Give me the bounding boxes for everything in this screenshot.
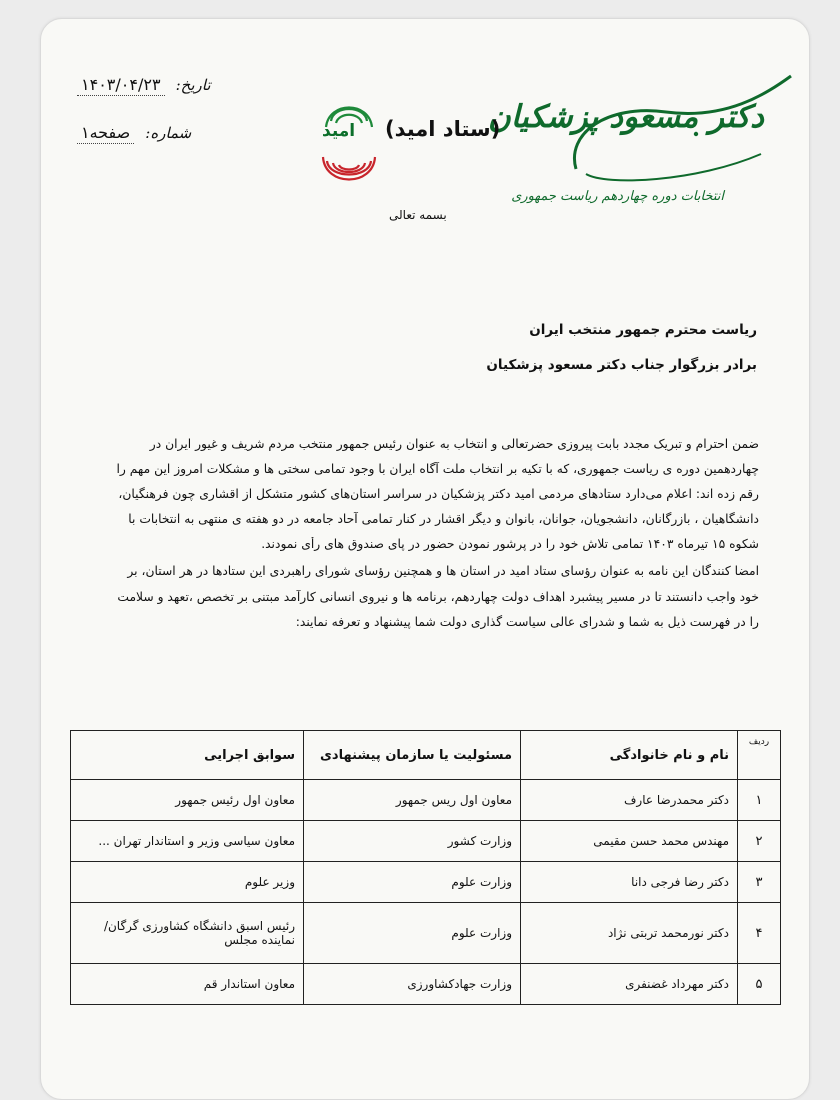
date-label: تاریخ:: [175, 76, 211, 94]
row-name: دکتر رضا فرجی دانا: [521, 862, 738, 903]
row-name: دکتر نورمحمد تربتی نژاد: [521, 903, 738, 964]
table-row: [71, 903, 781, 964]
row-record: معاون اول رئیس جمهور: [71, 780, 304, 821]
table-header-row: [71, 731, 781, 780]
staff-name: (ستاد امید): [385, 117, 501, 141]
row-post: وزارت کشور: [304, 821, 521, 862]
date-row: [77, 75, 211, 96]
basmala: بسمه تعالی: [389, 208, 447, 222]
number-row: [77, 123, 191, 144]
candidate-subtitle: انتخابات دوره چهاردهم ریاست جمهوری: [511, 189, 724, 204]
body-line: شکوه ۱۵ تیرماه ۱۴۰۳ تمامی تلاش خود را در پرشور نمودن حضور در پای صندوق های رأی نمودند.: [261, 537, 759, 551]
table-row: [71, 964, 781, 1005]
row-number: ۵: [738, 964, 781, 1005]
candidate-name: دکتر مسعود پزشکیان: [487, 99, 764, 135]
body-line: امضا کنندگان این نامه به عنوان رؤسای ستاد امید در استان ها و همچنین رؤسای شورای راهبردی این ستادها در هر استان، بر: [127, 564, 759, 578]
body-line: ضمن احترام و تبریک مجدد بابت پیروزی حضرتعالی و انتخاب به عنوان رئیس جمهور منتخب مردم شریف و غیور ایران در: [149, 437, 759, 451]
omid-logo-text: امید: [322, 121, 356, 141]
candidate-logo: [487, 74, 796, 224]
header-record: سوابق اجرایی: [71, 731, 304, 780]
header-row-number: ردیف: [738, 731, 781, 780]
row-post: وزارت جهادکشاورزی: [304, 964, 521, 1005]
row-number: ۲: [738, 821, 781, 862]
body-line: چهاردهمین دوره ی ریاست جمهوری، که با تکیه بر انتخاب ملت آگاه ایران با وجود تمامی سختی ها و مشکلات امروز این مهم را: [116, 462, 759, 476]
candidates-table: [70, 730, 781, 1005]
number-label: شماره:: [145, 124, 192, 142]
row-name: دکتر مهرداد غضنفری: [521, 964, 738, 1005]
number-value: صفحه۱: [77, 123, 134, 144]
body-line: دانشگاهیان ، بازرگانان، دانشجویان، جوانان، بانوان و دیگر اقشار در کنار تمامی آحاد جامعه در دو هفته ی منتهی به انتخابات با: [128, 512, 759, 526]
row-number: ۳: [738, 862, 781, 903]
header-name: نام و نام خانوادگی: [521, 731, 738, 780]
body-line: خود واجب دانستند تا در مسیر پیشبرد اهداف دولت چهاردهم، برنامه ها و نیروی انسانی کارآمد مبتنی بر تخصص ،تعهد و سلامت: [117, 590, 759, 604]
header-post: مسئولیت یا سازمان پیشنهادی: [304, 731, 521, 780]
date-value: ۱۴۰۳/۰۴/۲۳: [77, 75, 165, 96]
salutation-line-2: برادر بزرگوار جناب دکتر مسعود پزشکیان: [486, 357, 757, 373]
row-name: دکتر محمدرضا عارف: [521, 780, 738, 821]
fingerprint-icon: [317, 99, 381, 199]
row-post: معاون اول ریس جمهور: [304, 780, 521, 821]
row-post: وزارت علوم: [304, 862, 521, 903]
row-record: وزیر علوم: [71, 862, 304, 903]
salutation-line-1: ریاست محترم جمهور منتخب ایران: [529, 322, 757, 338]
staff-emblem: [317, 99, 507, 219]
row-name: مهندس محمد حسن مقیمی: [521, 821, 738, 862]
body-line: رقم زده اند: اعلام می‌دارد ستادهای مردمی امید دکتر پزشکیان در سراسر استان‌های کشور متشکل از اقشاری چون فرهنگیان،: [118, 487, 759, 501]
table-row: [71, 821, 781, 862]
row-record: معاون سیاسی وزیر و استاندار تهران ...: [71, 821, 304, 862]
table-row: [71, 862, 781, 903]
row-number: ۴: [738, 903, 781, 964]
row-record: معاون استاندار قم: [71, 964, 304, 1005]
body-line: را در فهرست ذیل به شما و شدرای عالی سیاست گذاری دولت شما پیشنهاد و تعرفه نمایند:: [295, 615, 759, 629]
table-row: [71, 780, 781, 821]
row-post: وزارت علوم: [304, 903, 521, 964]
row-number: ۱: [738, 780, 781, 821]
row-record: رئیس اسبق دانشگاه کشاورزی گرگان/ نماینده مجلس: [71, 903, 304, 964]
